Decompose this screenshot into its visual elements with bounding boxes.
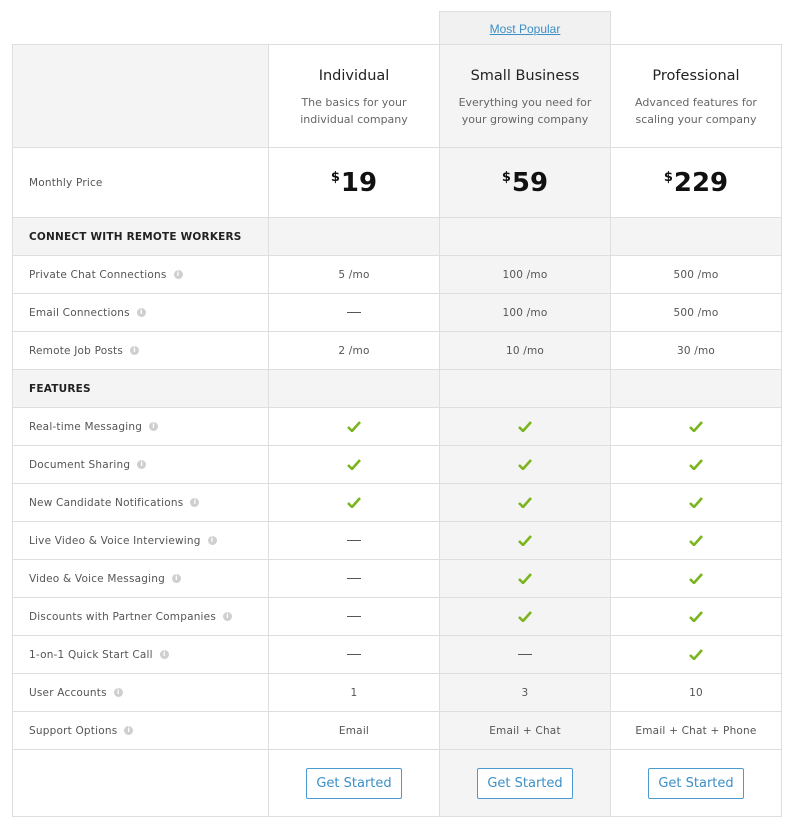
check-icon [518, 421, 532, 432]
feature-label [29, 573, 181, 585]
plan-small-business-header [440, 45, 611, 148]
check-icon [689, 497, 703, 508]
check-icon [518, 497, 532, 508]
feature-cell [611, 522, 781, 560]
value-cell [440, 332, 611, 370]
plan-value: 500 /mo [673, 306, 719, 319]
feature-cell [440, 560, 611, 598]
info-icon[interactable]: i [208, 536, 217, 545]
value-cell [440, 674, 611, 712]
value-cell [440, 294, 611, 332]
value-cell [440, 712, 611, 750]
section-label-cell [13, 218, 269, 256]
check-icon [518, 535, 532, 546]
value-cell [611, 294, 781, 332]
feature-cell [269, 446, 440, 484]
value-cell [611, 332, 781, 370]
plan-value: 100 /mo [502, 306, 548, 319]
info-icon[interactable]: i [124, 726, 133, 735]
feature-label-text: Support Options [29, 724, 118, 737]
feature-label-text: User Accounts [29, 686, 107, 699]
feature-label [29, 307, 146, 319]
feature-cell [440, 636, 611, 674]
feature-label [29, 421, 158, 433]
feature-label [29, 687, 123, 699]
value-cell [269, 712, 440, 750]
section-row-features [13, 370, 781, 408]
feature-label-cell [13, 598, 269, 636]
check-icon [689, 649, 703, 660]
currency-symbol: $ [330, 169, 340, 185]
plan-individual-header [269, 45, 440, 148]
section-heading: FEATURES [29, 382, 91, 395]
feature-label [29, 459, 146, 471]
header-empty-cell [13, 45, 269, 148]
value-cell [269, 294, 440, 332]
not-included-dash [518, 654, 532, 655]
feature-label [29, 611, 232, 623]
pricing-table [12, 44, 782, 817]
plan-value: 100 /mo [502, 268, 548, 281]
plan-professional-header [611, 45, 781, 148]
plan-value: Email [338, 724, 370, 737]
section-blank-cell [611, 370, 781, 408]
info-icon[interactable]: i [174, 270, 183, 279]
check-icon [347, 497, 361, 508]
feature-label [29, 725, 133, 737]
table-row [13, 446, 781, 484]
cta-row [13, 750, 781, 816]
feature-label-cell [13, 446, 269, 484]
table-row [13, 636, 781, 674]
plan-value: 500 /mo [673, 268, 719, 281]
feature-label-cell [13, 332, 269, 370]
section-blank-cell [269, 218, 440, 256]
plan-value: 1 [350, 686, 358, 699]
section-label-cell [13, 370, 269, 408]
not-included-dash [347, 616, 361, 617]
value-cell [269, 332, 440, 370]
not-included-dash [347, 654, 361, 655]
most-popular-link[interactable]: Most Popular [489, 21, 561, 36]
value-cell [611, 712, 781, 750]
feature-label-cell [13, 408, 269, 446]
table-row [13, 294, 781, 332]
info-icon[interactable]: i [223, 612, 232, 621]
plan-value: 10 [689, 686, 703, 699]
check-icon [347, 421, 361, 432]
not-included-dash [347, 312, 361, 313]
plan-value: Email + Chat + Phone [635, 724, 757, 737]
feature-label [29, 269, 183, 281]
check-icon [689, 573, 703, 584]
feature-label-cell [13, 560, 269, 598]
section-blank-cell [440, 218, 611, 256]
check-icon [347, 459, 361, 470]
feature-label-cell [13, 712, 269, 750]
feature-cell [440, 484, 611, 522]
price-amount: 229 [673, 167, 729, 198]
value-cell [269, 674, 440, 712]
feature-cell [269, 636, 440, 674]
table-row [13, 522, 781, 560]
price-amount: 59 [511, 167, 549, 198]
info-icon[interactable]: i [160, 650, 169, 659]
price-cell [440, 148, 611, 218]
check-icon [518, 611, 532, 622]
feature-label [29, 497, 199, 509]
price-small-business [502, 168, 548, 198]
feature-cell [440, 446, 611, 484]
table-row [13, 408, 781, 446]
table-row [13, 332, 781, 370]
section-row-remote-workers [13, 218, 781, 256]
info-icon[interactable]: i [130, 346, 139, 355]
price-label: Monthly Price [29, 176, 103, 189]
feature-label-cell [13, 484, 269, 522]
feature-cell [440, 408, 611, 446]
section-blank-cell [440, 370, 611, 408]
feature-label-cell [13, 256, 269, 294]
feature-label [29, 535, 217, 547]
feature-label-text: Email Connections [29, 306, 130, 319]
feature-cell [269, 522, 440, 560]
currency-symbol: $ [501, 169, 511, 185]
value-cell [611, 256, 781, 294]
feature-label [29, 345, 139, 357]
feature-cell [611, 636, 781, 674]
price-professional [664, 168, 728, 198]
check-icon [689, 535, 703, 546]
feature-label-text: Discounts with Partner Companies [29, 610, 217, 623]
check-icon [689, 611, 703, 622]
feature-cell [269, 408, 440, 446]
feature-cell [269, 560, 440, 598]
feature-cell [440, 598, 611, 636]
price-label-cell [13, 148, 269, 218]
value-cell [440, 256, 611, 294]
table-row [13, 674, 781, 712]
check-icon [518, 459, 532, 470]
info-icon[interactable]: i [137, 308, 146, 317]
cta-cell [611, 750, 781, 816]
info-icon[interactable]: i [190, 498, 199, 507]
feature-cell [269, 598, 440, 636]
table-row [13, 484, 781, 522]
cta-cell [269, 750, 440, 816]
feature-cell [440, 522, 611, 560]
plan-value: 3 [521, 686, 529, 699]
get-started-professional-button[interactable]: Get Started [648, 768, 744, 799]
feature-label-text: Real-time Messaging [29, 420, 143, 433]
get-started-small-business-button[interactable]: Get Started [477, 768, 573, 799]
info-icon[interactable]: i [137, 460, 146, 469]
feature-cell [611, 408, 781, 446]
price-cell [269, 148, 440, 218]
feature-cell [611, 560, 781, 598]
feature-label-text: Video & Voice Messaging [29, 572, 165, 585]
price-cell [611, 148, 781, 218]
not-included-dash [347, 578, 361, 579]
feature-label-text: Document Sharing [29, 458, 131, 471]
get-started-individual-button[interactable]: Get Started [306, 768, 402, 799]
feature-label-text: Live Video & Voice Interviewing [29, 534, 201, 547]
feature-label-cell [13, 294, 269, 332]
plan-description: The basics for your individual company [300, 96, 408, 126]
section-blank-cell [269, 370, 440, 408]
price-row [13, 148, 781, 218]
feature-label-text: Private Chat Connections [29, 268, 167, 281]
check-icon [518, 573, 532, 584]
table-row [13, 256, 781, 294]
plan-description: Everything you need for your growing company [458, 96, 592, 126]
feature-label-text: 1-on-1 Quick Start Call [29, 648, 153, 661]
plan-value: 2 /mo [338, 344, 370, 357]
table-row [13, 560, 781, 598]
feature-label-cell [13, 522, 269, 560]
info-icon[interactable]: i [172, 574, 181, 583]
info-icon[interactable]: i [149, 422, 158, 431]
plan-value: 5 /mo [338, 268, 370, 281]
feature-cell [611, 598, 781, 636]
value-cell [269, 256, 440, 294]
plan-value: Email + Chat [489, 724, 561, 737]
feature-label [29, 649, 169, 661]
section-blank-cell [611, 218, 781, 256]
info-icon[interactable]: i [114, 688, 123, 697]
plan-value: 10 /mo [505, 344, 545, 357]
feature-cell [269, 484, 440, 522]
feature-label-text: New Candidate Notifications [29, 496, 184, 509]
feature-label-cell [13, 636, 269, 674]
price-individual [331, 168, 377, 198]
value-cell [611, 674, 781, 712]
plan-name: Professional [652, 68, 740, 84]
price-amount: 19 [340, 167, 378, 198]
feature-label-cell [13, 674, 269, 712]
cta-cell [440, 750, 611, 816]
plan-description: Advanced features for scaling your company [635, 96, 757, 126]
plan-value: 30 /mo [676, 344, 716, 357]
plan-name: Individual [318, 68, 390, 84]
feature-cell [611, 446, 781, 484]
not-included-dash [347, 540, 361, 541]
currency-symbol: $ [663, 169, 673, 185]
table-row [13, 598, 781, 636]
section-heading: CONNECT WITH REMOTE WORKERS [29, 230, 242, 243]
feature-cell [611, 484, 781, 522]
check-icon [689, 421, 703, 432]
table-row [13, 712, 781, 750]
plan-name: Small Business [470, 68, 580, 84]
most-popular-tab [439, 11, 611, 45]
cta-blank-cell [13, 750, 269, 816]
check-icon [689, 459, 703, 470]
plan-header-row [13, 45, 781, 148]
feature-label-text: Remote Job Posts [29, 344, 124, 357]
